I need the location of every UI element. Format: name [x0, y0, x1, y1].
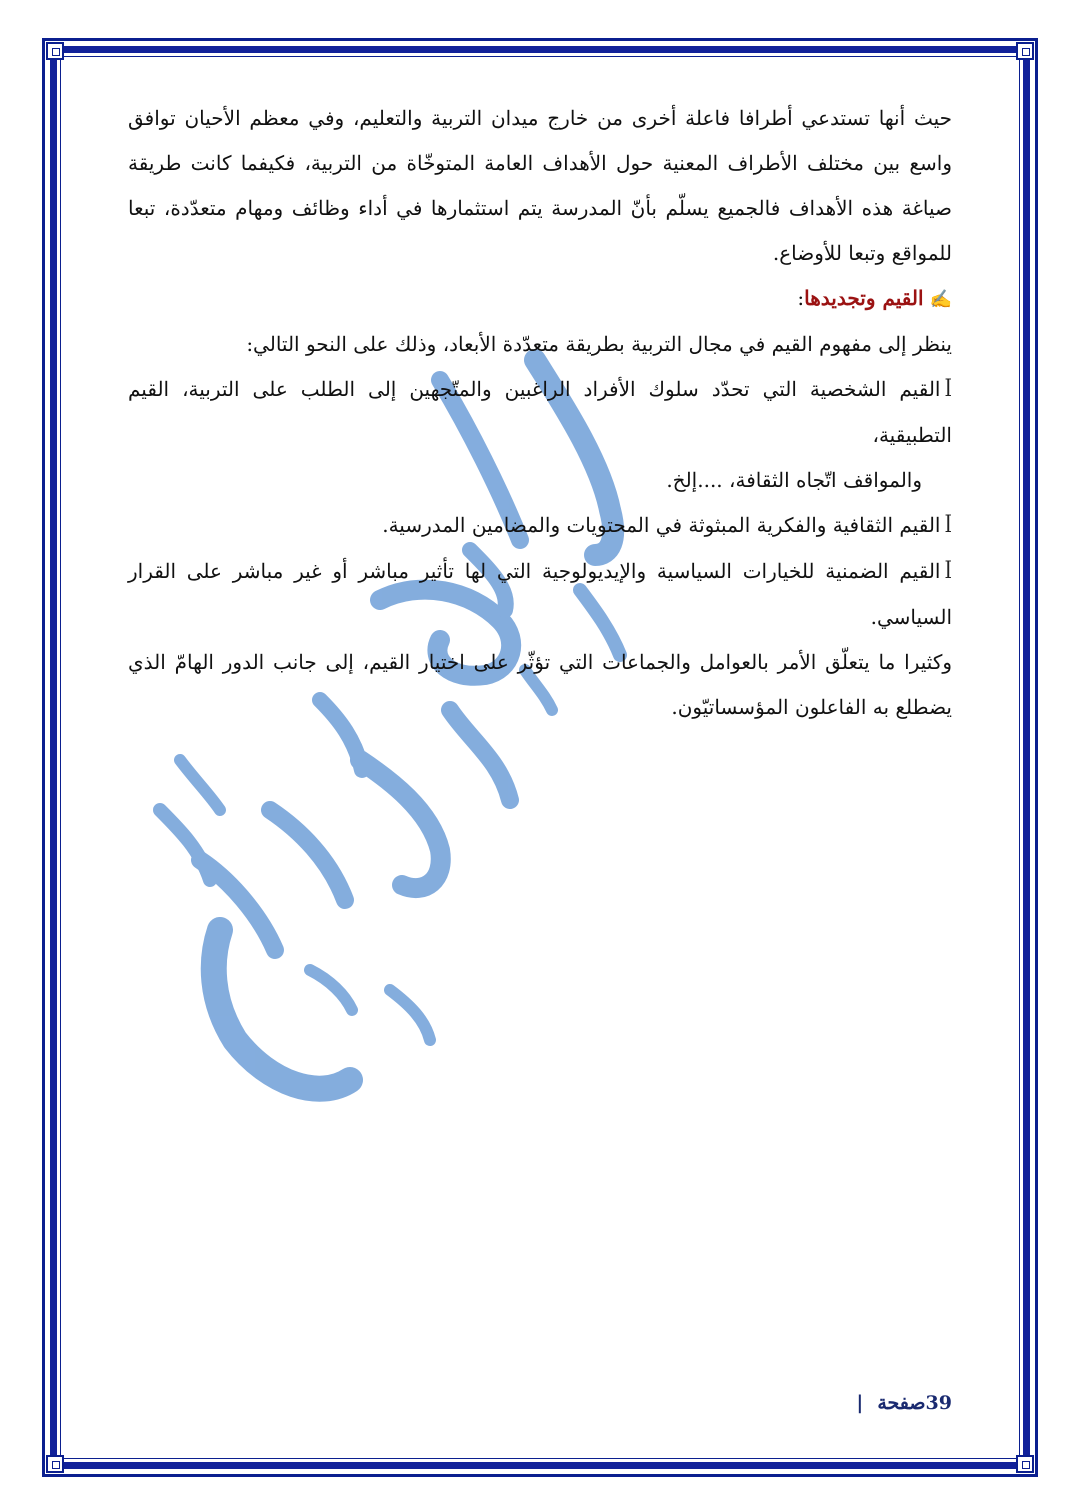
corner-ornament-bottom-right [1016, 1455, 1034, 1473]
bullet-item-2 [128, 503, 952, 549]
corner-ornament-top-right [1016, 42, 1034, 60]
bullet-1-line-2: والمواقف اتّجاه الثقافة، ....إلخ. [666, 468, 922, 492]
page-body [128, 96, 952, 730]
heading-colon: : [797, 286, 805, 310]
intro-paragraph: ينظر إلى مفهوم القيم في مجال التربية بطريقة متعدّدة الأبعاد، وذلك على النحو التالي: [246, 332, 952, 356]
bullet-item-3 [128, 549, 952, 640]
page-number: 39صفحة [877, 1392, 952, 1414]
footer-separator: | [856, 1392, 864, 1414]
scroll-bullet-icon: ꟾ [944, 379, 952, 401]
pen-icon: ✍ [929, 289, 952, 310]
corner-ornament-bottom-left [46, 1455, 64, 1473]
corner-ornament-top-left [46, 42, 64, 60]
section-heading: القيم وتجديدها [804, 286, 924, 310]
paragraph-1: حيث أنها تستدعي أطرافا فاعلة أخرى من خارج ميدان التربية والتعليم، وفي معظم الأحيان توافق واسع بين مختلف الأطراف المعنية حول الأهداف العامة المتوخّاة من التربية، فكيفما كانت طريقة صياغة هذه الأهداف فالجميع يسلّم بأنّ المدرسة يتم استثمارها في أداء وظائف ومهام متعدّدة، تبعا للمواقع وتبعا للأوضاع. [128, 106, 953, 265]
scroll-bullet-icon: ꟾ [944, 561, 952, 583]
bullet-3-text: القيم الضمنية للخيارات السياسية والإيديولوجية التي لها تأثير مباشر أو غير مباشر على القرار السياسي. [128, 559, 952, 629]
paragraph-2: وكثيرا ما يتعلّق الأمر بالعوامل والجماعات التي تؤثّر على اختيار القيم، إلى جانب الدور الهامّ الذي يضطلع به الفاعلون المؤسساتيّون. [128, 650, 952, 719]
page-footer [856, 1392, 952, 1414]
bullet-2-text: القيم الثقافية والفكرية المبثوثة في المحتويات والمضامين المدرسية. [382, 513, 941, 537]
bullet-1-line-1: القيم الشخصية التي تحدّد سلوك الأفراد الراغبين والمتّجهين إلى الطلب على التربية، القيم التطبيقية، [128, 377, 952, 447]
section-heading-line [128, 276, 952, 322]
bullet-item-1 [128, 367, 952, 503]
scroll-bullet-icon: ꟾ [944, 515, 952, 537]
